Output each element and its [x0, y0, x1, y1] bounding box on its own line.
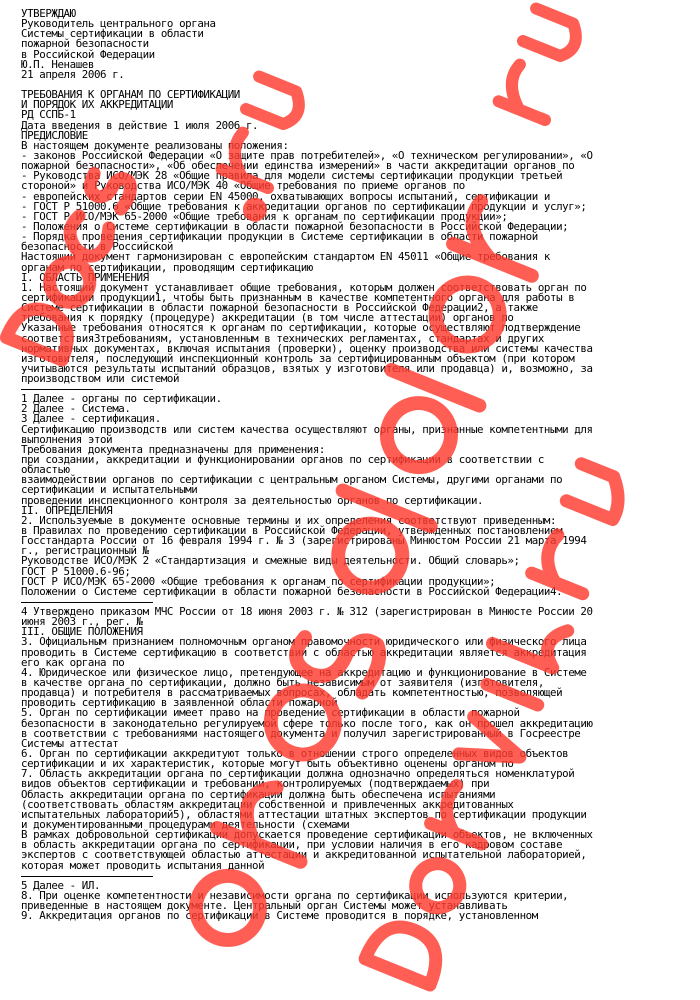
footnote-line: 2 Далее - Система.	[21, 402, 131, 416]
text-line: 7. Область аккредитации органа по сертификации должна однозначно определяться номенклатурой	[21, 767, 575, 781]
text-line: сертификации и испытательными	[21, 483, 198, 497]
text-line: видов объектов сертификации и требований, контролируемых (подтверждаемых) при	[21, 777, 490, 791]
text-line: II. ОПРЕДЕЛЕНИЯ	[21, 503, 113, 517]
text-line: сертификации продукции1, чтобы быть признанным в качестве компетентного органа для работы в	[21, 290, 575, 304]
text-line: безопасности в законодательно регулируемой сфере только после того, как он прошел аккредитацию	[21, 716, 593, 730]
text-line: Указанные требования относятся к органам по сертификации, которые осуществляют подтверждение	[21, 321, 581, 335]
text-line: Руководстве ИСО/МЭК 2 «Стандартизация и смежные виды деятельности. Общий словарь»;	[21, 554, 520, 568]
text-line: 2. Используемые в документе основные термины и их определения соответствуют приведенным:	[21, 513, 557, 527]
text-line: требования к порядку (процедуре) аккредитации (в том числе аттестации) органов по	[21, 311, 514, 325]
approval-line: в Российской Федерации	[21, 47, 155, 61]
text-line: - законов Российской Федерации «О защите прав потребителей», «О техническом регулировании», «О	[21, 148, 593, 162]
text-line: Системы аттестат	[21, 736, 119, 750]
text-line: 6. Орган по сертификации аккредитуют только в отношении строго определенных видов объектов	[21, 746, 569, 760]
text-line: органам по сертификации, проводящим сертификацию	[21, 260, 313, 274]
text-line: стороной» и Руководства ИСО/МЭК 40 «Общие требования по приеме органов по	[21, 179, 465, 193]
text-line: проводить в Системе сертификацию в соответствии с областью аккредитации является аккредитация	[21, 645, 587, 659]
text-line: соответствия3требованиям, установленным в технических регламентах, стандартах и других	[21, 331, 544, 345]
text-line: его как органа по	[21, 655, 125, 669]
approval-line: пожарной безопасности	[21, 37, 149, 51]
text-line: В рамках добровольной сертификации допускается проведение сертификации объектов, не включенных	[21, 828, 593, 842]
text-line: - ГОСТ Р 51000.6 «Общие требования к аккредитации органов по сертификации продукции и услуг»;	[21, 199, 587, 213]
text-line: Область аккредитации органа по сертификации должна быть обеспечена испытаниями	[21, 787, 496, 801]
text-line: И ПОРЯДОК ИХ АККРЕДИТАЦИИ	[21, 98, 174, 112]
approval-line: Руководитель центрального органа	[21, 17, 216, 31]
text-line: испытательных лабораторий5), областями аттестации штатных экспертов по сертификации продукции	[21, 807, 587, 821]
text-line: 4. Юридическое или физическое лицо, претендующее на аккредитацию и функционирование в Системе	[21, 665, 587, 679]
text-line: Дата введения в действие 1 июля 2006 г.	[21, 118, 259, 132]
text-line: ГОСТ Р ИСО/МЭК 65-2000 «Общие требования к органам по сертификации продукции»;	[21, 574, 496, 588]
text-line: - ГОСТ Р ИСО/МЭК 65-2000 «Общие требования к органам по сертификации продукции»;	[21, 209, 508, 223]
approval-block	[21, 9, 691, 80]
final-body	[21, 888, 691, 923]
footnotes-2	[21, 607, 691, 627]
text-line: Сертификацию производств или систем качества осуществляют органы, признанные компетентными для	[21, 422, 593, 436]
general-provisions	[21, 627, 691, 870]
text-line: 8. При оценке компетентности и независимости органа по сертификации используются критерии,	[21, 888, 569, 902]
footnote-separator	[21, 389, 153, 390]
approval-line: 21 апреля 2006 г.	[21, 67, 125, 81]
text-line: - Положения о Системе сертификации в области пожарной безопасности в Российской Федерации;	[21, 219, 569, 233]
text-line: г., регистрационный №	[21, 544, 149, 558]
text-line: изготовителя, последующий инспекционный контроль за сертифицированным объектом (при котором	[21, 351, 575, 365]
text-line: в область аккредитации органа по сертификации, при условии наличия в его кадровом составе	[21, 838, 563, 852]
text-line: - европейских стандартов серии EN 45000, охватывающих вопросы испытаний, сертификации и	[21, 189, 550, 203]
text-line: 3. Официальным признанием полномочным органом правомочности юридического или физического лица	[21, 635, 587, 649]
text-line: которая может проводить испытания данной	[21, 858, 265, 872]
text-line: Требования документа предназначены для применения:	[21, 442, 326, 456]
text-line: областью	[21, 463, 70, 477]
text-line: В настоящем документе реализованы положения:	[21, 138, 289, 152]
text-line: в качестве органа по сертификации, должно быть независимым от заявителя (изготовителя,	[21, 676, 544, 689]
footnote-separator	[21, 876, 153, 877]
text-line: - Порядка проведения сертификации продукции в Системе сертификации в области пожарной	[21, 230, 538, 244]
document-body	[21, 90, 691, 384]
text-line: Положении о Системе сертификации в области пожарной безопасности в Российской Федерации4.	[21, 584, 563, 598]
text-line: сертификации и их характеристик, которые могут быть объективно оценены органом по	[21, 757, 514, 771]
footnote-line: 1 Далее - органы по сертификации.	[21, 392, 222, 406]
text-line: производством или системой	[21, 372, 180, 386]
text-line: - Руководства ИСО/МЭК 28 «Общие правила для модели системы сертификации продукции третьей	[21, 169, 563, 183]
text-line: 5. Орган по сертификации имеет право на проведение сертификации в области пожарной	[21, 706, 520, 720]
text-line: ПРЕДИСЛОВИЕ	[21, 128, 88, 142]
text-line: в Правилах по проведению сертификации в Российской Федерации, утвержденных постановлением	[21, 524, 563, 538]
text-line: взаимодействии органов по сертификации с центральным органом Системы, другими органами по	[21, 473, 563, 487]
text-line: Настоящий документ гармонизирован с европейским стандартом EN 45011 «Общие требования к	[21, 250, 550, 264]
text-line: пожарной безопасности», «Об обеспечении единства измерений» в части аккредитации органов по	[21, 159, 575, 173]
footnotes-1	[21, 394, 691, 424]
text-line: учитываются результаты испытаний образцов, взятых у изготовителя или продавца) и, возможно, за	[21, 361, 593, 375]
text-line: безопасности в Российской	[21, 240, 174, 254]
text-line: в соответствии с требованиями настоящего документа и получил зарегистрированный в Госреестре	[21, 726, 581, 740]
footnote-line: 5 Далее - ИЛ.	[21, 878, 101, 892]
text-line: 9. Аккредитация органов по сертификации в Системе проводится в порядке, установленном	[21, 909, 538, 923]
document-page	[21, 9, 691, 999]
approval-line: УТВЕРЖДАЮ	[21, 9, 76, 20]
text-line: проводить сертификацию в заявленной области пожарной	[21, 696, 338, 710]
text-line: продавца) и потребителя в рассматриваемых вопросах, обладать компетентностью, позволяющей	[21, 686, 563, 700]
text-line: (соответствовать областям аккредитации собственной и привлеченных аккредитованных	[21, 797, 514, 811]
footnote-line: 4 Утверждено приказом МЧС России от 18 июня 2003 г. № 312 (зарегистрирован в Минюсте России 20	[21, 605, 593, 619]
text-line: ТРЕБОВАНИЯ К ОРГАНАМ ПО СЕРТИФИКАЦИИ	[21, 88, 240, 102]
footnote-line: июня 2003 г., рег. №	[21, 615, 143, 629]
approval-line: Системы сертификации в области	[21, 27, 204, 41]
footnote-separator	[21, 602, 153, 603]
text-line: проведении инспекционного контроля за деятельностью органов по сертификации.	[21, 493, 484, 507]
section-body	[21, 422, 691, 598]
text-line: I. ОБЛАСТЬ ПРИМЕНЕНИЯ	[21, 270, 149, 284]
text-line: Системе сертификации в области пожарной безопасности в Российской Федерации2, а также	[21, 301, 538, 315]
text-line: экспертов с соответствующей областью аттестации и аккредитованной испытательной лабораторией,	[21, 848, 587, 862]
text-line: выполнения этой	[21, 432, 113, 446]
text-line: III. ОБЩИЕ ПОЛОЖЕНИЯ	[21, 625, 143, 639]
text-line: Госстандарта России от 16 февраля 1994 г. № 3 (зарегистрированы Минюстом России 21 марта 1994	[21, 534, 587, 548]
approval-line: Ю.П. Ненашев	[21, 57, 94, 71]
text-line: ГОСТ Р 51000.6-96;	[21, 564, 131, 578]
text-line: РД ССПБ-1	[21, 108, 76, 122]
text-line: при создании, аккредитации и функционировании органов по сертификации в соответствии с	[21, 453, 544, 467]
footnote-line: 3 Далее - сертификация.	[21, 412, 161, 426]
text-line: приведенные в настоящем документе. Центральный орган Системы может устанавливать	[21, 898, 508, 912]
text-line: и документированными процедурами деятельности (схемами	[21, 817, 350, 831]
text-line: нормативных документах, включая испытания (проверки), оценку производства или системы качества	[21, 341, 593, 355]
text-line: 1. Настоящий документ устанавливает общие требования, которым должен соответствовать орган по	[21, 280, 587, 294]
